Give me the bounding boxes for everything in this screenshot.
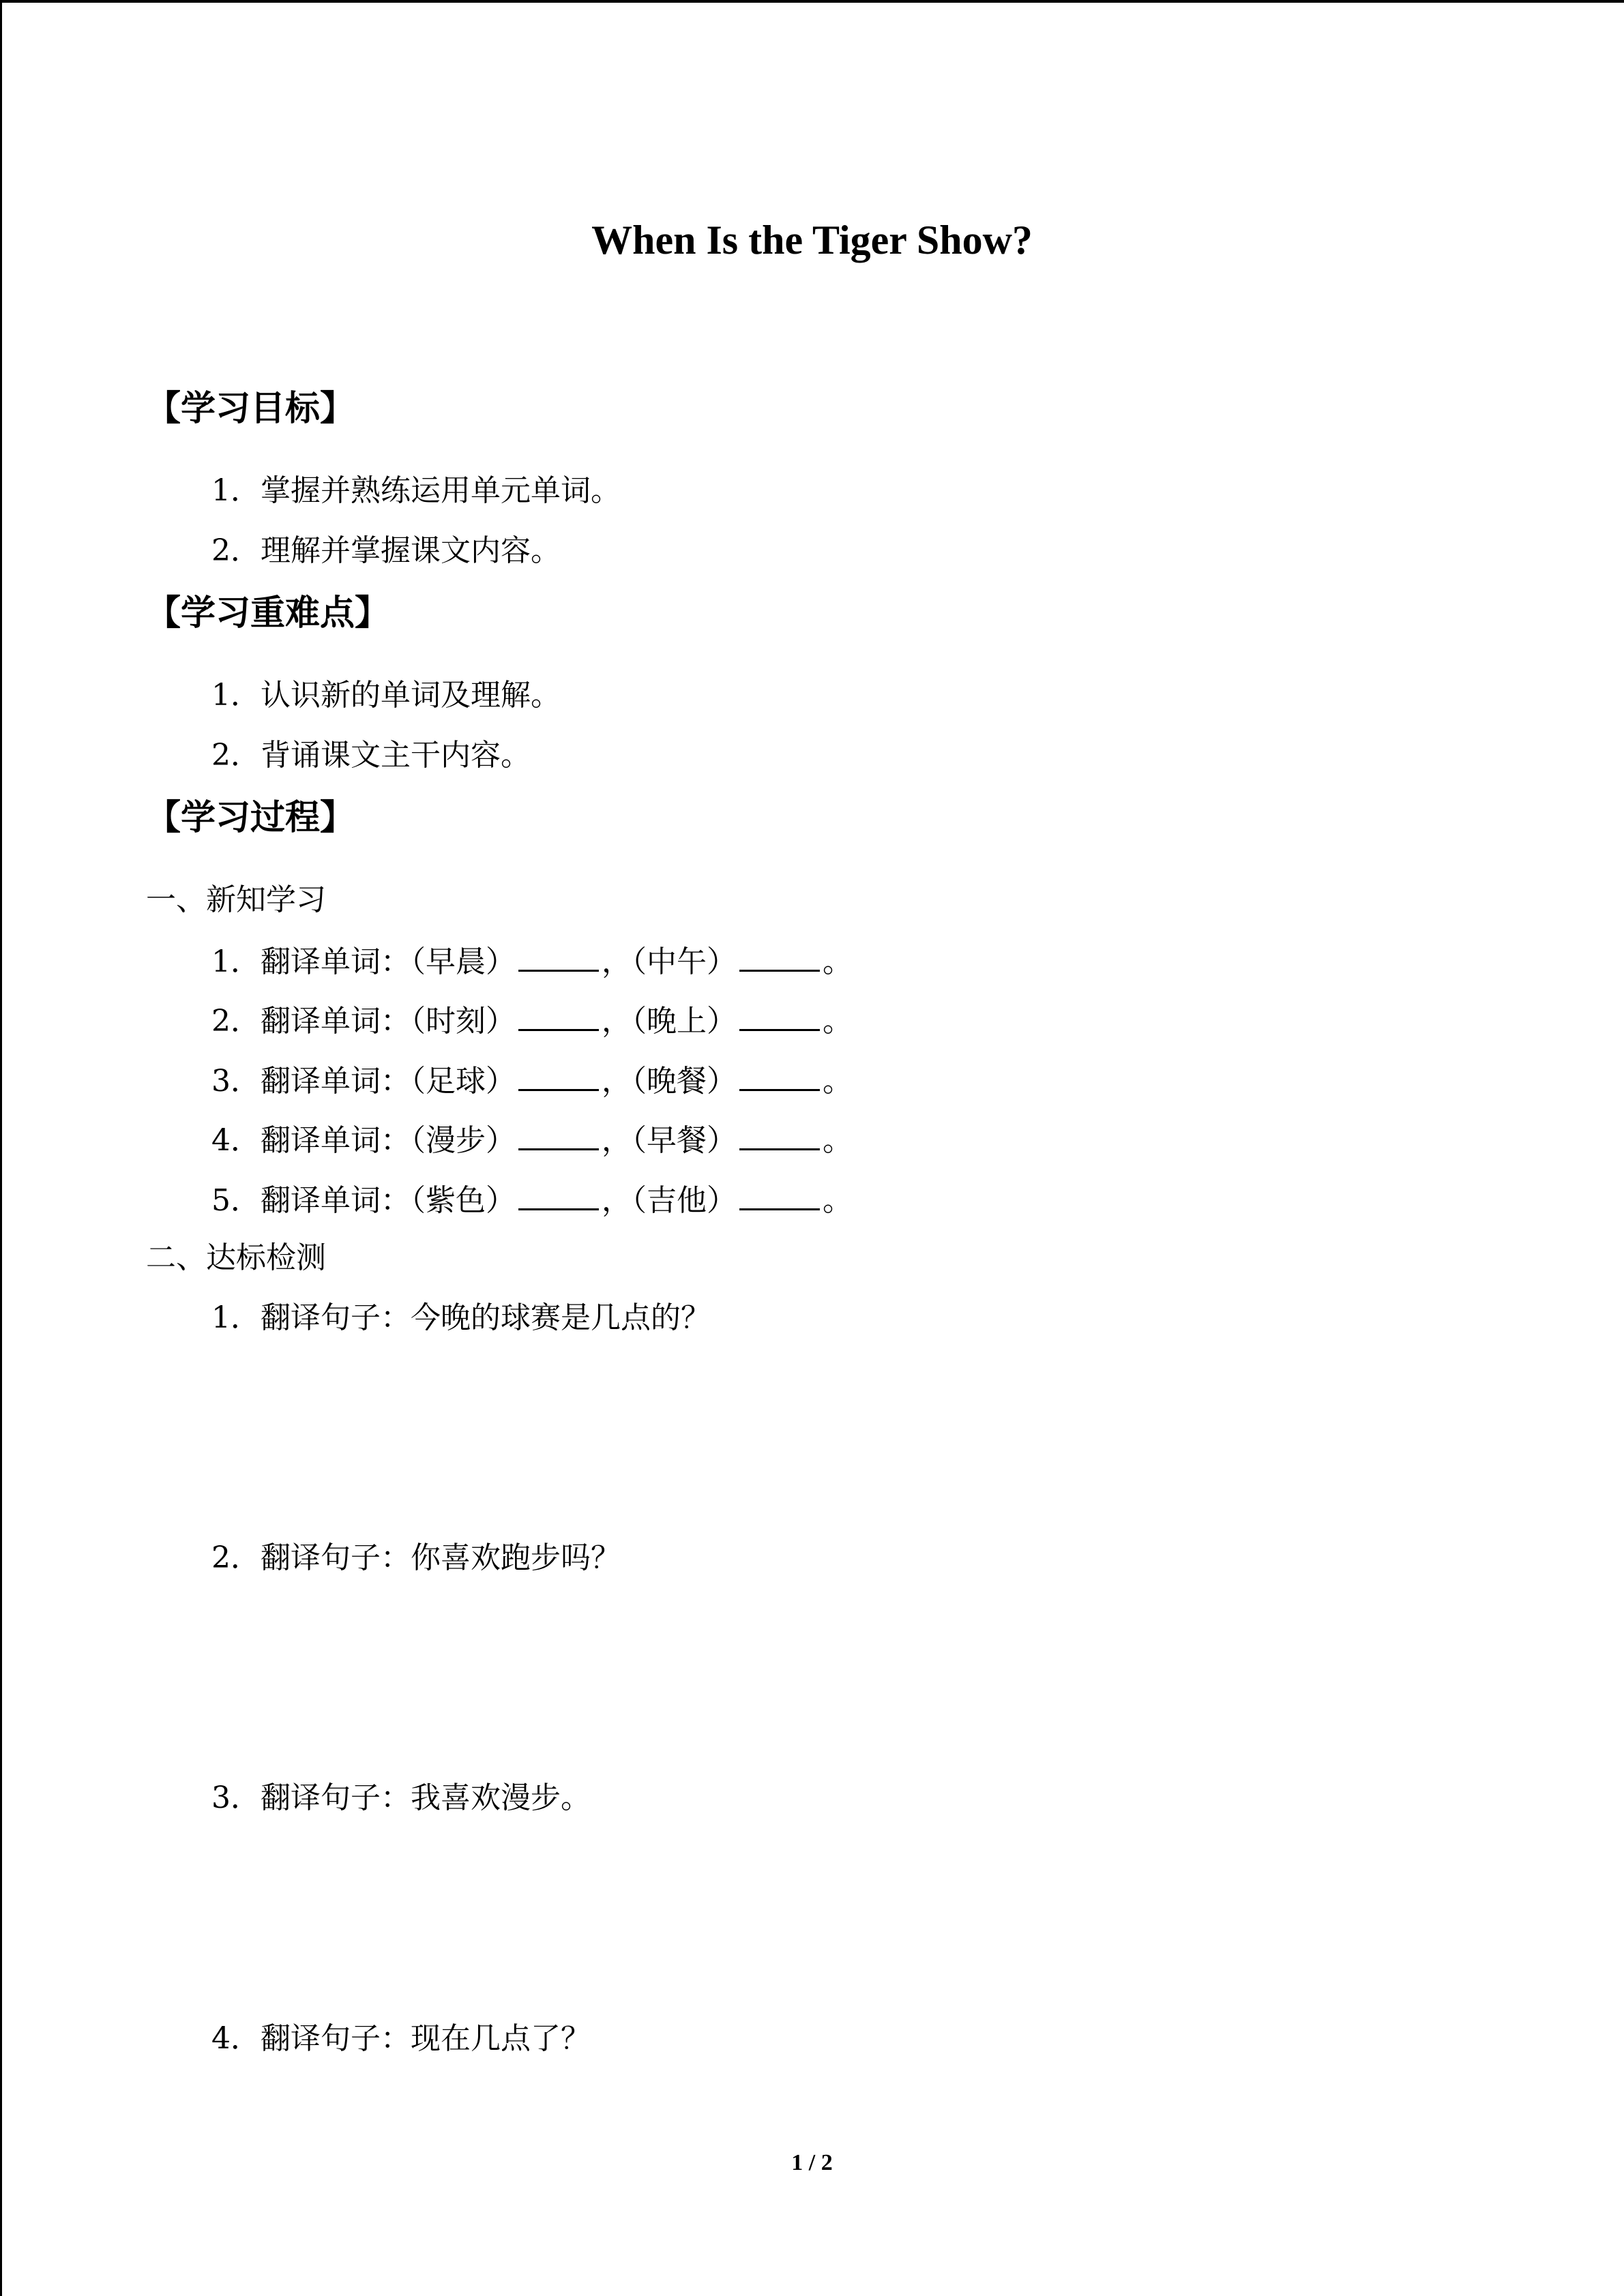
vocab-prefix: 3．翻译单词：（足球）: [211, 1064, 516, 1099]
heading-learning-goals: 【学习目标】: [146, 389, 355, 429]
vocab-item-5: [211, 1178, 853, 1221]
translate-item-1: 1．翻译句子：今晚的球赛是几点的？: [211, 1300, 711, 1335]
vocab-mid: ，（晚餐）: [602, 1064, 737, 1099]
section-assessment: 二、达标检测: [146, 1240, 326, 1275]
vocab-item-3: [211, 1059, 853, 1102]
vocab-prefix: 4．翻译单词：（漫步）: [211, 1123, 516, 1158]
answer-blank[interactable]: [739, 940, 820, 972]
vocab-prefix: 2．翻译单词：（时刻）: [211, 1004, 516, 1039]
vocab-mid: ，（中午）: [602, 944, 737, 979]
page-top-border: [0, 0, 1624, 3]
page-indicator: 1 / 2: [791, 2150, 833, 2175]
document-title: When Is the Tiger Show?: [591, 218, 1033, 263]
goal-item-1: 1．掌握并熟练运用单元单词。: [211, 473, 621, 508]
heading-learning-process: 【学习过程】: [146, 798, 355, 838]
key-point-item-1: 1．认识新的单词及理解。: [211, 678, 561, 713]
translate-item-4: 4．翻译句子：现在几点了？: [211, 2021, 591, 2056]
answer-blank[interactable]: [518, 999, 599, 1031]
vocab-mid: ，（吉他）: [602, 1183, 737, 1218]
vocab-item-1: [211, 940, 853, 983]
answer-blank[interactable]: [739, 1178, 820, 1210]
translate-item-2: 2．翻译句子：你喜欢跑步吗？: [211, 1540, 621, 1575]
answer-blank[interactable]: [739, 1059, 820, 1091]
answer-blank[interactable]: [739, 1118, 820, 1150]
vocab-item-2: [211, 999, 853, 1042]
answer-blank[interactable]: [739, 999, 820, 1031]
section-new-knowledge: 一、新知学习: [146, 882, 326, 917]
page-left-border: [0, 0, 2, 2296]
goal-item-2: 2．理解并掌握课文内容。: [211, 533, 561, 568]
translate-item-3: 3．翻译句子：我喜欢漫步。: [211, 1780, 591, 1815]
heading-key-points: 【学习重难点】: [146, 593, 390, 633]
vocab-end: 。: [823, 1004, 853, 1039]
vocab-mid: ，（晚上）: [602, 1004, 737, 1039]
answer-blank[interactable]: [518, 1118, 599, 1150]
vocab-end: 。: [823, 944, 853, 979]
vocab-end: 。: [823, 1183, 853, 1218]
vocab-prefix: 1．翻译单词：（早晨）: [211, 944, 516, 979]
vocab-end: 。: [823, 1064, 853, 1099]
key-point-item-2: 2．背诵课文主干内容。: [211, 738, 531, 773]
answer-blank[interactable]: [518, 1178, 599, 1210]
vocab-item-4: [211, 1118, 853, 1161]
answer-blank[interactable]: [518, 1059, 599, 1091]
vocab-prefix: 5．翻译单词：（紫色）: [211, 1183, 516, 1218]
vocab-mid: ，（早餐）: [602, 1123, 737, 1158]
answer-blank[interactable]: [518, 940, 599, 972]
vocab-end: 。: [823, 1123, 853, 1158]
